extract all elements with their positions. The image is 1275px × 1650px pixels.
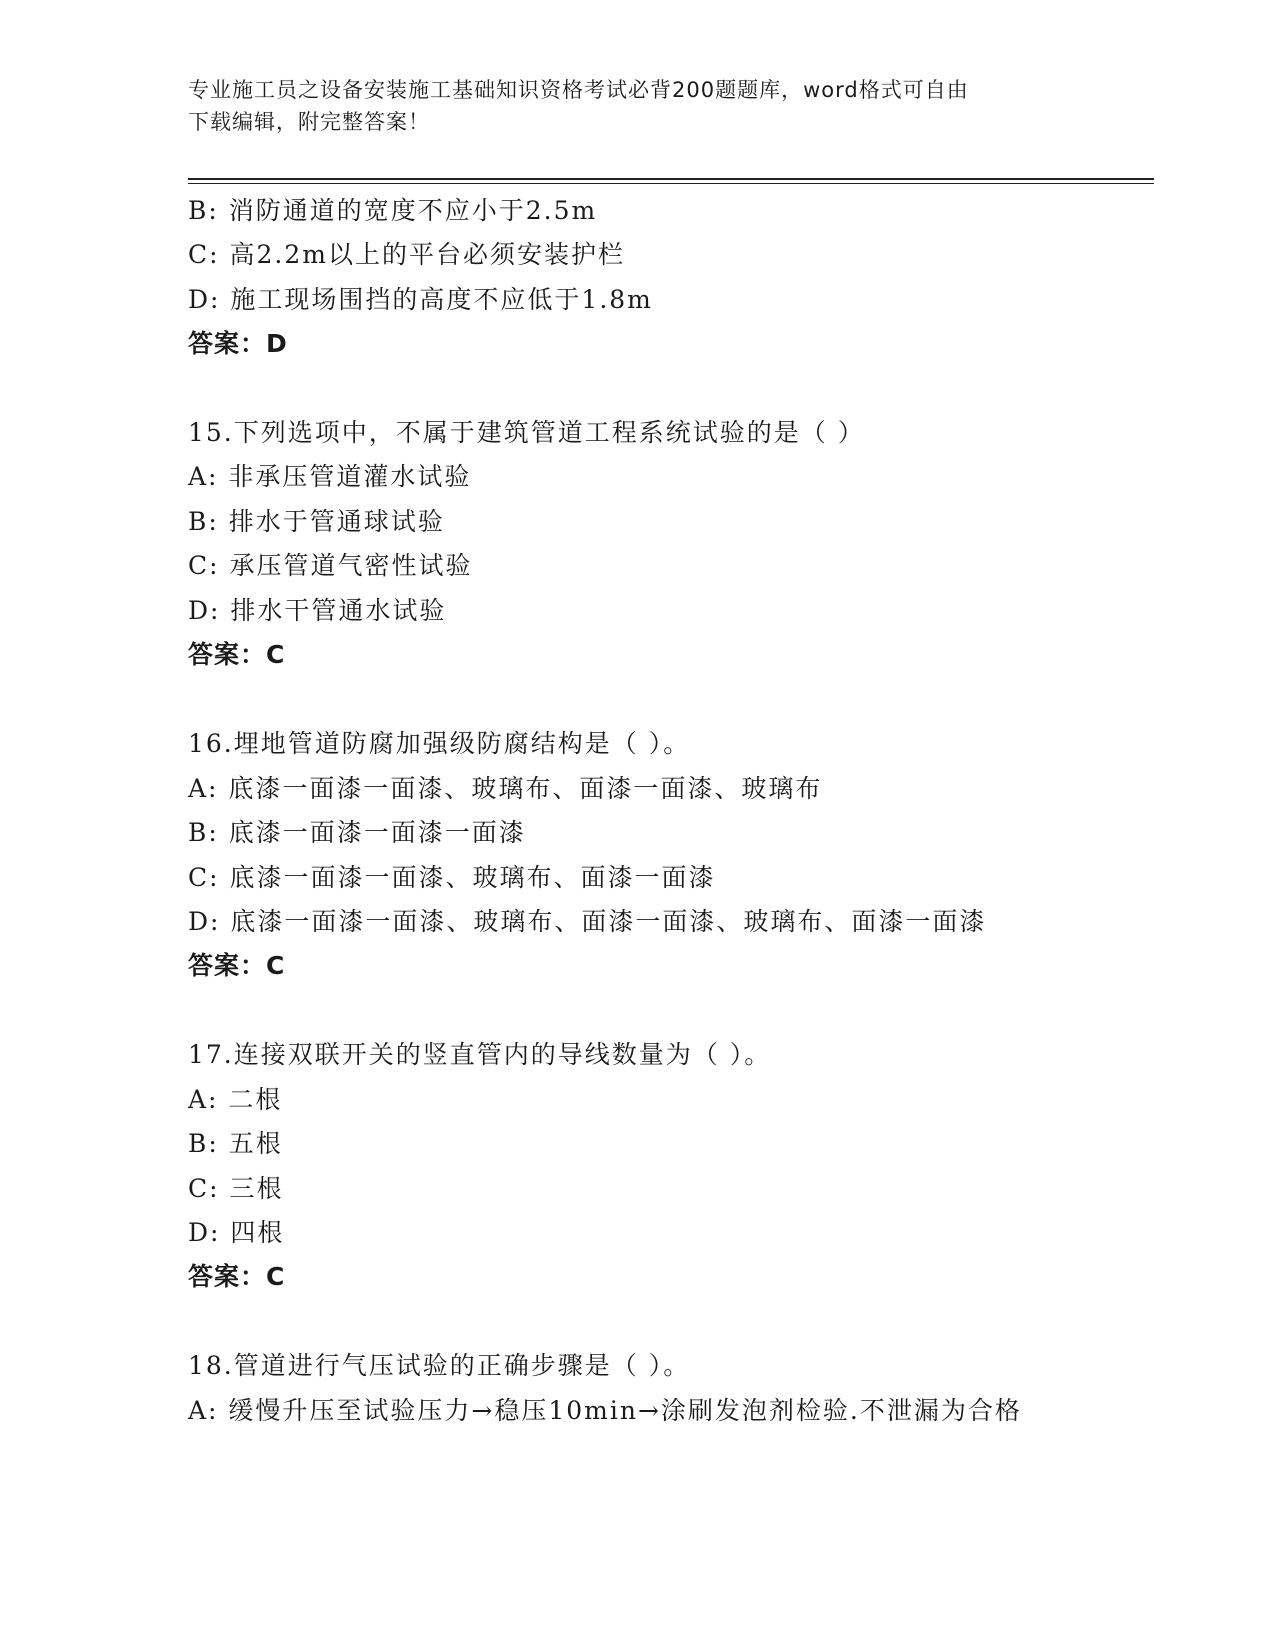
answer-line: 答案：D <box>188 329 288 358</box>
option-line: A: 非承压管道灌水试验 <box>188 462 472 491</box>
option-line: D: 排水干管通水试验 <box>188 596 447 625</box>
question-stem: 15.下列选项中，不属于建筑管道工程系统试验的是（ ） <box>188 418 865 447</box>
question-stem: 17.连接双联开关的竖直管内的导线数量为（ ）。 <box>188 1040 772 1069</box>
option-line: C: 高2.2m以上的平台必须安装护栏 <box>188 240 625 269</box>
option-line: B: 排水于管通球试验 <box>188 507 445 536</box>
header-divider-thick <box>188 178 1154 180</box>
option-line: A: 底漆一面漆一面漆、玻璃布、面漆一面漆、玻璃布 <box>188 774 823 803</box>
header-divider-thin <box>188 183 1154 184</box>
option-line: D: 施工现场围挡的高度不应低于1.8m <box>188 285 653 314</box>
option-line: A: 缓慢升压至试验压力→稳压10min→涂刷发泡剂检验.不泄漏为合格 <box>188 1396 1022 1425</box>
option-line: B: 底漆一面漆一面漆一面漆 <box>188 818 526 847</box>
header-line-2: 下载编辑，附完整答案！ <box>188 110 430 134</box>
option-line: C: 三根 <box>188 1174 284 1203</box>
answer-line: 答案：C <box>188 640 286 669</box>
header-line-1: 专业施工员之设备安装施工基础知识资格考试必背200题题库，word格式可自由 <box>188 78 969 102</box>
option-line: D: 四根 <box>188 1218 285 1247</box>
answer-line: 答案：C <box>188 951 286 980</box>
answer-line: 答案：C <box>188 1262 286 1291</box>
option-line: C: 底漆一面漆一面漆、玻璃布、面漆一面漆 <box>188 863 716 892</box>
option-line: C: 承压管道气密性试验 <box>188 551 473 580</box>
option-line: D: 底漆一面漆一面漆、玻璃布、面漆一面漆、玻璃布、面漆一面漆 <box>188 907 987 936</box>
document-header <box>188 74 1088 138</box>
option-line: A: 二根 <box>188 1085 283 1114</box>
question-stem: 18.管道进行气压试验的正确步骤是（ ）。 <box>188 1351 691 1380</box>
option-line: B: 五根 <box>188 1129 283 1158</box>
option-line: B: 消防通道的宽度不应小于2.5m <box>188 196 598 225</box>
question-stem: 16.埋地管道防腐加强级防腐结构是（ ）。 <box>188 729 691 758</box>
